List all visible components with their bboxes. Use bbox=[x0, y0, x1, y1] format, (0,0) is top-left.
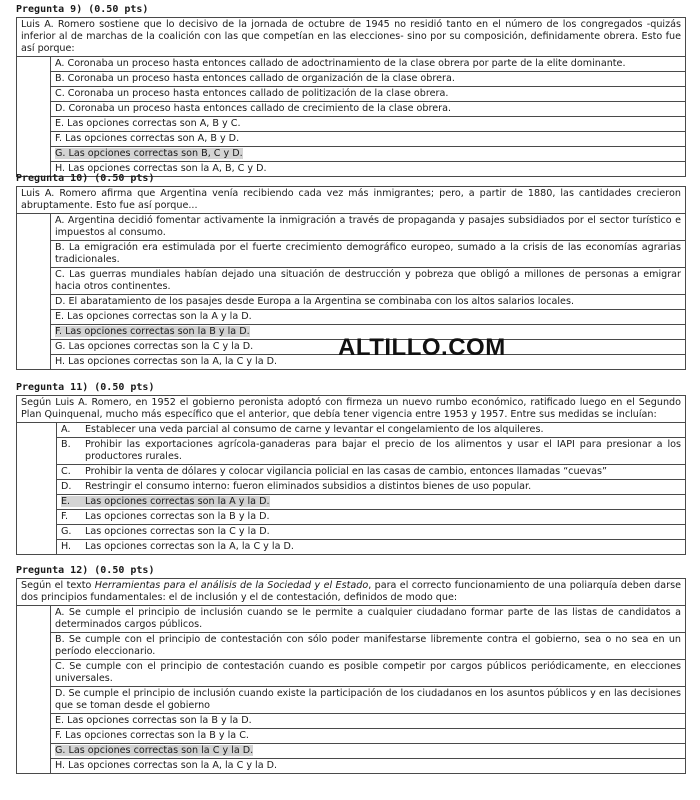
option-d[interactable] bbox=[57, 480, 686, 495]
option-label: E. bbox=[61, 496, 71, 507]
option-b[interactable]: B. Se cumple con el principio de contestación con sólo poder manifestarse libremente contra el gobierno, sea o no sea en un período eleccionario. bbox=[51, 633, 686, 660]
site-watermark: ALTILLO.COM bbox=[338, 334, 506, 361]
stem-prefix: Según el texto bbox=[21, 580, 95, 591]
option-label: H. bbox=[61, 541, 72, 552]
option-h[interactable]: H. Las opciones correctas son la A, la C y la D. bbox=[51, 355, 686, 370]
selected-answer-highlight bbox=[61, 496, 270, 507]
option-g-selected[interactable] bbox=[51, 147, 686, 162]
option-a[interactable]: A. Se cumple el principio de inclusión cuando se le permite a cualquier ciudadano formar parte de las listas de candidatos a determinados cargos públicos. bbox=[51, 606, 686, 633]
stem-suffix: , para el correcto funcionamiento de una poliarquía deben darse dos principios fundamentales: el de inclusión y el de contestación, definidos de modo que: bbox=[21, 580, 681, 603]
option-b[interactable] bbox=[57, 438, 686, 465]
selected-answer-highlight: G. Las opciones correctas son la C y la D. bbox=[55, 745, 254, 756]
option-f[interactable] bbox=[57, 510, 686, 525]
option-c[interactable]: C. Coronaba un proceso hasta entonces callado de politización de la clase obrera. bbox=[51, 87, 686, 102]
option-label: G. bbox=[61, 526, 72, 537]
question-stem: Luis A. Romero sostiene que lo decisivo de la jornada de octubre de 1945 no residió tanto en el número de los congregados -quizás inferior al de marchas de la coalición con las que competían en las elecciones- sino por su composición, definidamente obrera. Esto fue así porque: bbox=[17, 18, 686, 57]
option-g[interactable]: G. Las opciones correctas son la C y la D. bbox=[51, 340, 686, 355]
option-text: Las opciones correctas son la A y la D. bbox=[85, 496, 270, 507]
option-e[interactable]: E. Las opciones correctas son A, B y C. bbox=[51, 117, 686, 132]
option-a[interactable] bbox=[57, 423, 686, 438]
option-label: F. bbox=[61, 511, 69, 522]
question-stem: Según Luis A. Romero, en 1952 el gobierno peronista adoptó con firmeza un nuevo rumbo económico, ratificado luego en el Segundo Plan Quinquenal, mucho más específico que el anterior, que debía tener vigencia entre 1953 y 1957. Entre sus medidas se incluían: bbox=[17, 396, 686, 423]
option-a[interactable]: A. Coronaba un proceso hasta entonces callado de adoctrinamiento de la clase obrera por parte de la elite dominante. bbox=[51, 57, 686, 72]
option-h[interactable]: H. Las opciones correctas son la A, B, C y D. bbox=[51, 162, 686, 177]
option-d[interactable]: D. Coronaba un proceso hasta entonces callado de crecimiento de la clase obrera. bbox=[51, 102, 686, 117]
option-label: D. bbox=[61, 481, 72, 492]
option-text: Las opciones correctas son la B y la D. bbox=[85, 511, 270, 522]
question-title: Pregunta 12) (0.50 pts) bbox=[16, 565, 155, 576]
selected-answer-highlight: F. Las opciones correctas son la B y la D. bbox=[55, 326, 250, 337]
question-stem: Luis A. Romero afirma que Argentina venía recibiendo cada vez más inmigrantes; pero, a partir de 1880, las cantidades crecieron abruptamente. Esto fue así porque... bbox=[17, 187, 686, 214]
option-e-selected[interactable] bbox=[57, 495, 686, 510]
option-e[interactable]: E. Las opciones correctas son la B y la D. bbox=[51, 714, 686, 729]
option-label: C. bbox=[61, 466, 71, 477]
question-table bbox=[16, 578, 686, 774]
option-d[interactable]: D. El abaratamiento de los pasajes desde Europa a la Argentina se combinaba con los altos salarios locales. bbox=[51, 295, 686, 310]
option-g-selected[interactable] bbox=[51, 744, 686, 759]
option-c[interactable] bbox=[57, 465, 686, 480]
option-c[interactable]: C. Se cumple con el principio de contestación cuando es posible competir por cargos públicos periódicamente, en elecciones universales. bbox=[51, 660, 686, 687]
question-title: Pregunta 11) (0.50 pts) bbox=[16, 382, 155, 393]
option-label: B. bbox=[61, 439, 71, 450]
selected-answer-highlight: G. Las opciones correctas son B, C y D. bbox=[55, 148, 243, 159]
book-title: Herramientas para el análisis de la Sociedad y el Estado bbox=[94, 580, 369, 591]
option-text: Las opciones correctas son la C y la D. bbox=[85, 526, 270, 537]
option-h[interactable]: H. Las opciones correctas son la A, la C y la D. bbox=[51, 759, 686, 774]
question-title: Pregunta 10) (0.50 pts) bbox=[16, 173, 155, 184]
question-table bbox=[16, 17, 686, 177]
question-12 bbox=[16, 565, 686, 774]
option-text: Restringir el consumo interno: fueron eliminados subsidios a distintos bienes de uso popular. bbox=[85, 481, 532, 492]
option-d[interactable]: D. Se cumple el principio de inclusión cuando existe la participación de los ciudadanos en los asuntos públicos y en las decisiones que se toman desde el gobierno bbox=[51, 687, 686, 714]
option-f[interactable]: F. Las opciones correctas son la B y la C. bbox=[51, 729, 686, 744]
option-f[interactable]: F. Las opciones correctas son A, B y D. bbox=[51, 132, 686, 147]
option-label: A. bbox=[61, 424, 71, 435]
question-9 bbox=[16, 4, 686, 177]
option-h[interactable] bbox=[57, 540, 686, 555]
question-11 bbox=[16, 382, 686, 555]
option-g[interactable] bbox=[57, 525, 686, 540]
option-e[interactable]: E. Las opciones correctas son la A y la D. bbox=[51, 310, 686, 325]
option-text: Prohibir las exportaciones agrícola-ganaderas para bajar el precio de los alimentos y usar el IAPI para presionar a los productores rurales. bbox=[85, 439, 681, 462]
option-text: Las opciones correctas son la A, la C y la D. bbox=[85, 541, 294, 552]
question-stem bbox=[17, 579, 686, 606]
option-text: Prohibir la venta de dólares y colocar vigilancia policial en las casas de cambio, entonces llamadas “cuevas” bbox=[85, 466, 607, 477]
option-b[interactable]: B. Coronaba un proceso hasta entonces callado de organización de la clase obrera. bbox=[51, 72, 686, 87]
question-table bbox=[16, 395, 686, 555]
question-title: Pregunta 9) (0.50 pts) bbox=[16, 4, 149, 15]
option-b[interactable]: B. La emigración era estimulada por el fuerte crecimiento demográfico europeo, sumado a la crisis de las economías agrarias tradicionales. bbox=[51, 241, 686, 268]
option-a[interactable]: A. Argentina decidió fomentar activamente la inmigración a través de propaganda y pasajes subsidiados por el sector turístico e impuestos al consumo. bbox=[51, 214, 686, 241]
option-c[interactable]: C. Las guerras mundiales habían dejado una situación de destrucción y pobreza que obligó a millones de personas a emigrar hacia otros continentes. bbox=[51, 268, 686, 295]
option-text: Establecer una veda parcial al consumo de carne y levantar el congelamiento de los alquileres. bbox=[85, 424, 544, 435]
